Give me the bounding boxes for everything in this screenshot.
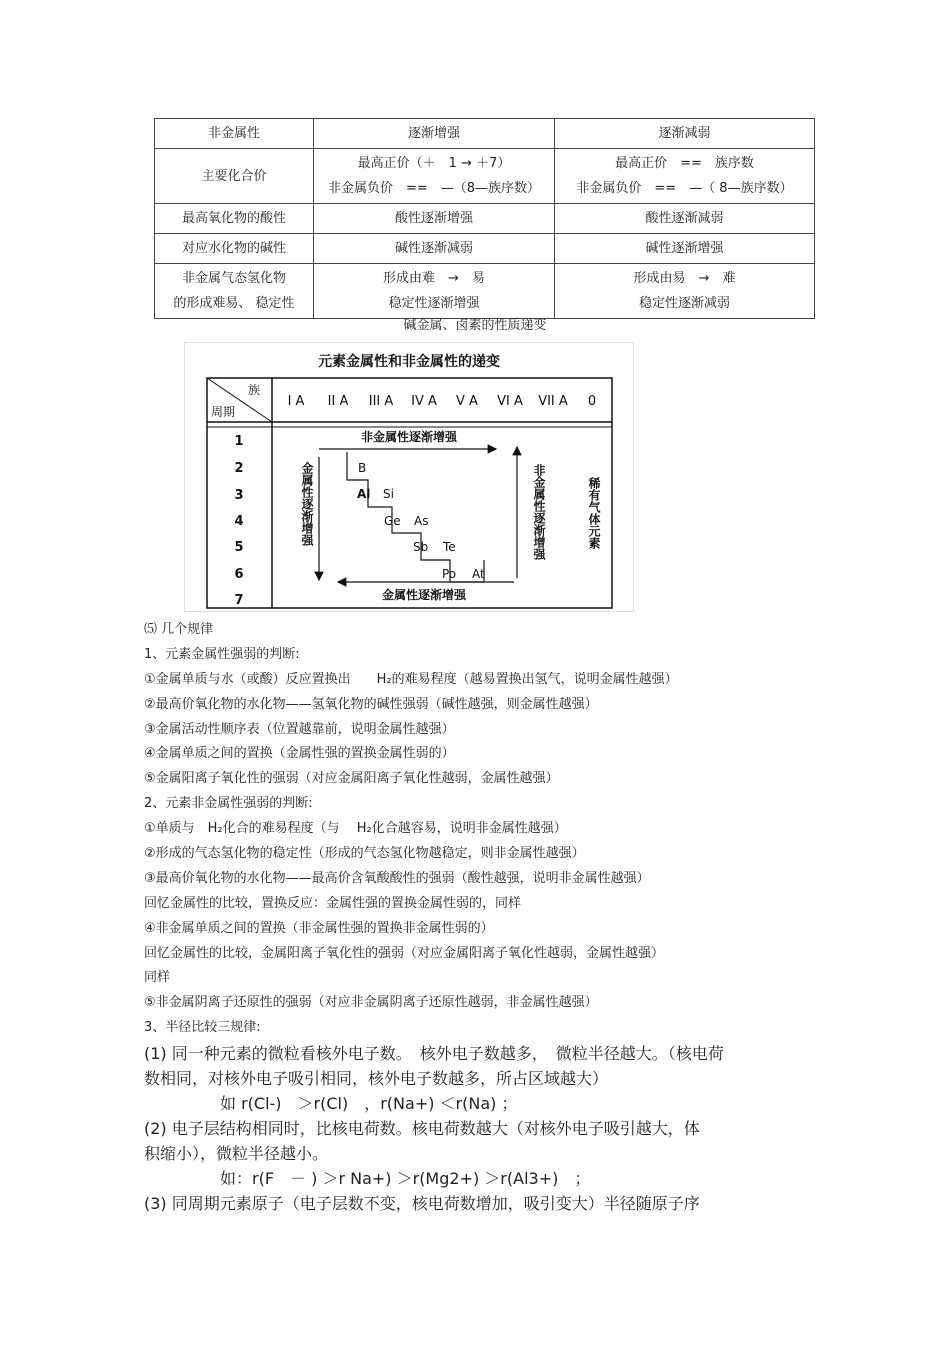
table-cell xyxy=(155,149,314,204)
element-symbol: Al xyxy=(357,487,371,501)
cell-line: 非金属负价 == —（ 8—族序数） xyxy=(576,181,793,196)
table-cell: 碱性逐渐减弱 xyxy=(314,234,555,264)
cell-line: 最高正价（＋ 1 → ＋7） xyxy=(357,156,511,171)
cell-line: 稳定性逐渐增强 xyxy=(388,296,480,311)
top-arrow-label: 非金属性逐渐增强 xyxy=(360,430,458,444)
group-label: II A xyxy=(327,394,349,409)
text-line: 数相同，对核外电子吸引相同，核外电子数越多，所占区域越大） xyxy=(144,1069,609,1088)
text-line: (3) 同周期元素原子（电子层数不变，核电荷数增加，吸引变大）半径随原子序 xyxy=(144,1194,700,1213)
cell-line: 最高正价 == 族序数 xyxy=(615,156,754,171)
text-line: ⑸ 几个规律 xyxy=(144,622,214,637)
text-line: 回忆金属性的比较，置换反应：金属性强的置换金属性弱的，同样 xyxy=(144,895,522,911)
text-line: ⑤非金属阴离子还原性的强弱（对应非金属阴离子还原性越弱，非金属性越强） xyxy=(144,995,598,1011)
period-label: 4 xyxy=(234,514,244,529)
rules-section xyxy=(144,618,824,1041)
text-line: 同样 xyxy=(144,970,171,986)
text-line: ①金属单质与水（或酸）反应置换出 H₂的难易程度（越易置换出氢气，说明金属性越强） xyxy=(144,671,678,687)
period-label: 2 xyxy=(234,461,244,476)
table-cell xyxy=(314,264,555,319)
group-label: VII A xyxy=(538,394,568,409)
cell-line: 形成由易 → 难 xyxy=(633,271,736,286)
text-line: ③最高价氧化物的水化物——最高价含氧酸酸性的强弱（酸性越强，说明非金属性越强） xyxy=(144,870,650,886)
group-label: VI A xyxy=(497,394,523,409)
table-cell: 逐渐增强 xyxy=(314,119,555,149)
text-line: (1) 同一种元素的微粒看核外电子数。 核外电子数越多， 微粒半径越大。（核电荷 xyxy=(144,1044,724,1063)
text-line: 如：r(F － ) ＞r Na+) ＞r(Mg2+) ＞r(Al3+) ； xyxy=(220,1169,591,1188)
element-symbol: B xyxy=(358,461,367,475)
group-header: 族 xyxy=(248,383,261,397)
period-header: 周期 xyxy=(211,405,236,419)
text-line: 1、元素金属性强弱的判断: xyxy=(144,646,300,662)
table-cell: 酸性逐渐增强 xyxy=(314,204,555,234)
table-cell xyxy=(314,149,555,204)
table-row xyxy=(155,234,815,264)
figure-title: 元素金属性和非金属性的递变 xyxy=(318,354,500,370)
period-label: 3 xyxy=(234,488,244,503)
element-symbol: Sb xyxy=(413,540,429,554)
table-cell xyxy=(555,149,815,204)
table-cell: 酸性逐渐减弱 xyxy=(555,204,815,234)
table-cell: 碱性逐渐增强 xyxy=(555,234,815,264)
period-labels xyxy=(234,434,243,608)
table-cell: 非金属性 xyxy=(155,119,314,149)
element-symbol: Te xyxy=(443,540,456,554)
table-cell: 逐渐减弱 xyxy=(555,119,815,149)
text-line: ④金属单质之间的置换（金属性强的置换金属性弱的） xyxy=(144,746,455,762)
table-cell: 最高氧化物的酸性 xyxy=(155,204,314,234)
element-symbol: As xyxy=(414,514,429,528)
group-label: III A xyxy=(368,394,394,409)
caption: 碱金属、卤素的性质递变 xyxy=(403,318,547,333)
bottom-arrow-label: 金属性逐渐增强 xyxy=(381,588,467,602)
group-label: 0 xyxy=(587,394,597,409)
element-symbol: At xyxy=(472,567,485,581)
cell-line: 稳定性逐渐减弱 xyxy=(638,296,730,311)
table-cell: 对应水化物的碱性 xyxy=(155,234,314,264)
radius-rules xyxy=(144,1041,824,1216)
table-row xyxy=(155,119,815,149)
noble-gas-label: 稀有气体元素 xyxy=(587,477,601,549)
text-line: ②最高价氧化物的水化物——氢氧化物的碱性强弱（碱性越强，则金属性越强） xyxy=(144,696,598,712)
period-label: 5 xyxy=(234,540,244,555)
figure-svg xyxy=(184,342,634,612)
table-row xyxy=(155,149,815,204)
period-label: 7 xyxy=(234,593,244,608)
text-line: 2、元素非金属性强弱的判断: xyxy=(144,796,313,812)
element-symbol: Si xyxy=(383,487,394,501)
element-symbol: Po xyxy=(442,567,457,581)
table-row xyxy=(155,264,815,319)
text-line: 积缩小），微粒半径越小。 xyxy=(144,1144,329,1163)
cell-text: 主要化合价 xyxy=(201,168,267,184)
text-line: ①单质与 H₂化合的难易程度（与 H₂化合越容易，说明非金属性越强） xyxy=(144,821,567,837)
element-symbol: Ge xyxy=(384,514,401,528)
table-cell xyxy=(155,264,314,319)
periodic-trend-figure xyxy=(184,342,634,612)
left-arrow-label: 金属性逐渐增强 xyxy=(300,462,314,546)
cell-line: 非金属负价 == —（8—族序数） xyxy=(327,181,541,196)
cell-line: 的形成难易、 稳定性 xyxy=(173,296,295,311)
group-label: I A xyxy=(287,394,305,409)
table-row xyxy=(155,204,815,234)
text-line: ④非金属单质之间的置换（非金属性强的置换非金属性弱的） xyxy=(144,920,494,936)
table-cell xyxy=(555,264,815,319)
period-label: 1 xyxy=(234,434,244,449)
group-label: IV A xyxy=(411,394,437,409)
text-line: ②形成的气态氢化物的稳定性（形成的气态氢化物越稳定，则非金属性越强） xyxy=(144,846,585,862)
cell-line: 形成由难 → 易 xyxy=(383,271,485,286)
text-line: 如 r(Cl-) ＞r(Cl) ，r(Na+) ＜r(Na) ； xyxy=(220,1094,518,1113)
text-line: ⑤金属阳离子氧化性的强弱（对应金属阳离子氧化性越弱，金属性越强） xyxy=(144,771,559,787)
cell-line: 非金属气态氢化物 xyxy=(181,271,286,286)
text-line: (2) 电子层结构相同时，比核电荷数。核电荷数越大（对核外电子吸引越大，体 xyxy=(144,1119,700,1138)
group-label: V A xyxy=(456,394,478,409)
right-arrow-label: 非金属性逐渐增强 xyxy=(532,464,546,560)
text-line: ③金属活动性顺序表（位置越靠前，说明金属性越强） xyxy=(144,721,455,737)
text-line: 3、半径比较三规律: xyxy=(144,1020,261,1036)
period-label: 6 xyxy=(234,567,244,582)
text-line: 回忆金属性的比较，金属阳离子氧化性的强弱（对应金属阳离子氧化性越弱，金属性越强） xyxy=(144,945,665,961)
property-table xyxy=(154,118,815,319)
